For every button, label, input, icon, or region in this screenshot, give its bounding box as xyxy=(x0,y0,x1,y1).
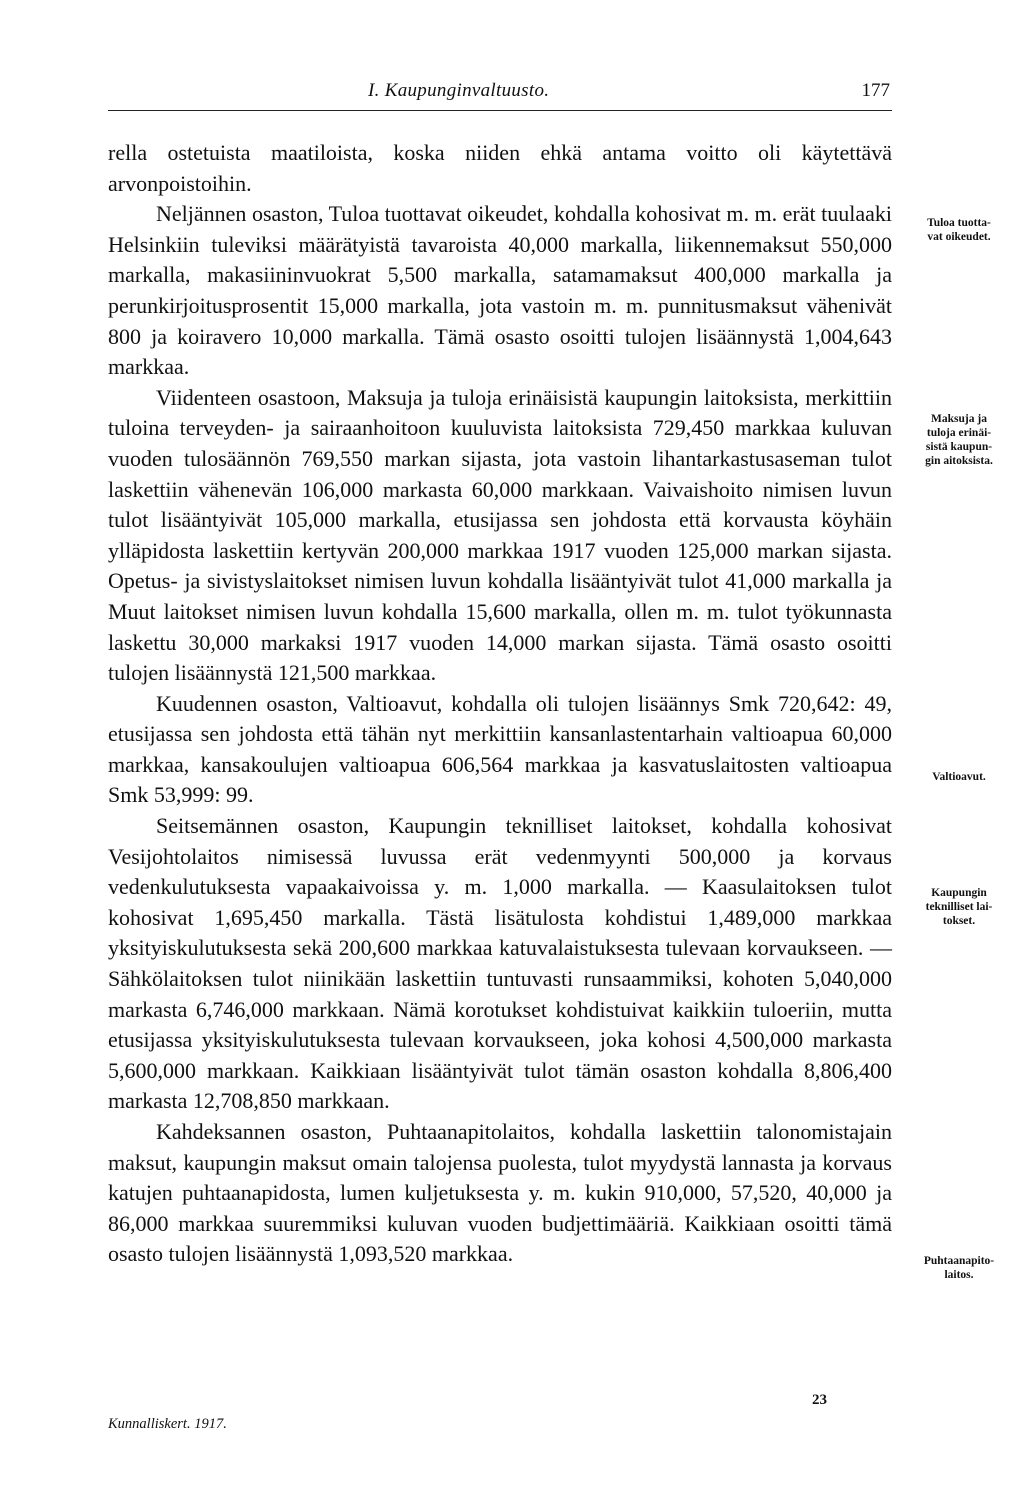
margin-note-line: Puhtaanapito- xyxy=(923,1255,995,1267)
paragraph: Seitsemännen osaston, Kaupungin teknilliset laitokset, kohdalla kohosivat Vesijohtolaitos nimisessä luvussa erät vedenmyynti 500,000 ja korvaus vedenkulutuksesta vapaakaivoissa y. m. 1,000 markalla. — Kaasulaitoksen tulot kohosivat 1,695,450 markalla. Tästä lisätulosta kohdistui 1,489,000 markkaa yksityiskulutuksesta sekä 200,600 markkaa katuvalaistuksesta tulevaan korvaukseen. — Sähkölaitoksen tulot niinikään laskettiin tuntuvasti runsaammiksi, kohoten 5,040,000 markasta 6,746,000 markkaan. Nämä korotukset kohdistuivat kaikkiin tuloeriin, mutta etusijassa yksityiskulutuksesta tulevaan korvaukseen, joka kohosi 4,500,000 markasta 5,600,000 markkaan. Kaikkiaan lisääntyivät tulot tämän osaston kohdalla 8,806,400 markasta 12,708,850 markkaan. xyxy=(108,813,892,1114)
running-header xyxy=(108,76,892,111)
margin-note-line: Valtioavut. xyxy=(932,771,986,783)
margin-note-line: tokset. xyxy=(942,915,976,927)
margin-note-line: vat oikeudet. xyxy=(927,231,991,243)
margin-note-line: sistä kaupun- xyxy=(925,441,993,453)
footer-source: Kunnalliskert. 1917. xyxy=(108,1416,227,1432)
margin-note-line: gin aitoksista. xyxy=(925,455,993,467)
margin-note-line: Maksuja ja xyxy=(931,413,987,425)
paragraph: rella ostetuista maatiloista, koska niiden ehkä antama voitto oli käytettävä arvonpoistoihin. xyxy=(108,140,892,196)
body-text xyxy=(108,138,892,1270)
margin-note-line: laitos. xyxy=(944,1269,974,1281)
margin-note-line: tuloja erinäi- xyxy=(926,427,992,439)
margin-note-line: teknilliset lai- xyxy=(925,901,993,913)
paragraph: Kahdeksannen osaston, Puhtaanapitolaitos, kohdalla laskettiin talonomistajain maksut, kaupungin maksut omain talojensa puolesta, tulot myydystä lannasta ja korvaus katujen puhtaanapidosta, lumen kuljetuksesta y. m. kukin 910,000, 57,520, 40,000 ja 86,000 markkaa suuremmiksi kuluvan vuoden budjettimääriä. Kaikkiaan osoitti tämä osasto tulojen lisäännystä 1,093,520 markkaa. xyxy=(108,1119,892,1267)
paragraph: Neljännen osaston, Tuloa tuottavat oikeudet, kohdalla kohosivat m. m. erät tuulaaki Helsinkiin tuleviksi määrätyistä tavaroista 40,000 markalla, liikennemaksut 550,000 markalla, makasiininvuokrat 5,500 markalla, satamamaksut 400,000 markalla ja perunkirjoitusprosentit 15,000 markalla, jota vastoin m. m. punnitusmaksut vähenivät 800 ja koiravero 10,000 markalla. Tämä osasto osoitti tulojen lisäännystä 1,004,643 markkaa. xyxy=(108,201,892,380)
margin-note-line: Tuloa tuotta- xyxy=(927,217,991,229)
margin-note xyxy=(898,770,1020,784)
paragraph: Kuudennen osaston, Valtioavut, kohdalla oli tulojen lisäännys Smk 720,642: 49, etusijassa sen johdosta että tähän nyt merkittiin kansanlastentarhain valtioapua 60,000 markkaa, kansakoulujen valtioapua 606,564 markkaa ja kasvatuslaitosten valtioapua Smk 53,999: 99. xyxy=(108,690,892,808)
margin-note xyxy=(898,886,1020,928)
signature-mark: 23 xyxy=(812,1392,827,1408)
margin-note xyxy=(898,216,1020,244)
margin-note xyxy=(898,412,1020,468)
paragraph: Viidenteen osastoon, Maksuja ja tuloja erinäisistä kaupungin laitoksista, merkittiin tuloina terveyden- ja sairaanhoitoon kuuluvista laitoksista 729,450 markkaa kuluvan vuoden tulosäännön 769,550 markan sijasta, jota vastoin lihantarkastusaseman tulot laskettiin vähenevän 106,000 markasta 60,000 markkaan. Vaivaishoito nimisen luvun tulot lisääntyivät 105,000 markalla, etusijassa sen johdosta että korvausta köyhäin ylläpidosta laskettiin kertyvän 200,000 markkaa 1917 vuoden 125,000 markan sijasta. Opetus- ja sivistyslaitokset nimisen luvun kohdalla lisääntyivät tulot 41,000 markalla ja Muut laitokset nimisen luvun kohdalla 15,600 markalla, ollen m. m. tulot työkunnasta laskettu 30,000 markaksi 1917 vuoden 14,000 markan sijasta. Tämä osasto osoitti tulojen lisäännystä 121,500 markkaa. xyxy=(108,384,892,686)
page-number: 177 xyxy=(861,80,890,101)
margin-note xyxy=(898,1254,1020,1282)
running-title: I. Kaupunginvaltuusto. xyxy=(368,80,550,101)
margin-note-line: Kaupungin xyxy=(931,887,987,899)
